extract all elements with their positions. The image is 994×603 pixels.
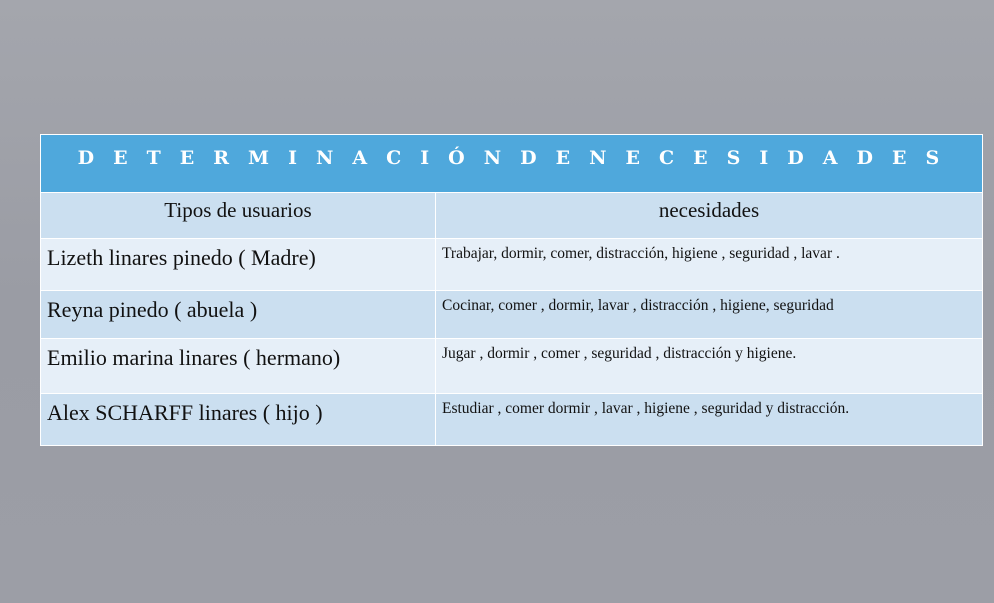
user-cell: Reyna pinedo ( abuela ) [41,291,436,339]
table-row [41,239,983,291]
needs-cell: Trabajar, dormir, comer, distracción, higiene , seguridad , lavar . [436,239,983,291]
needs-cell: Estudiar , comer dormir , lavar , higiene , seguridad y distracción. [436,394,983,446]
header-needs-label: necesidades [658,198,760,222]
table-row [41,291,983,339]
needs-table [40,134,983,446]
table-title-row [41,135,983,193]
needs-cell: Jugar , dormir , comer , seguridad , distracción y higiene. [436,339,983,394]
user-cell: Alex SCHARFF linares ( hijo ) [41,394,436,446]
needs-cell: Cocinar, comer , dormir, lavar , distracción , higiene, seguridad [436,291,983,339]
table-row [41,339,983,394]
user-cell: Lizeth linares pinedo ( Madre) [41,239,436,291]
header-user-types [41,193,436,239]
header-needs [436,193,983,239]
table-title: D E T E R M I N A C I Ó N D E N E C E S I D A D E S [41,135,983,193]
table-header-row [41,193,983,239]
table-row [41,394,983,446]
header-user-types-label: Tipos de usuarios [164,198,312,222]
user-cell: Emilio marina linares ( hermano) [41,339,436,394]
